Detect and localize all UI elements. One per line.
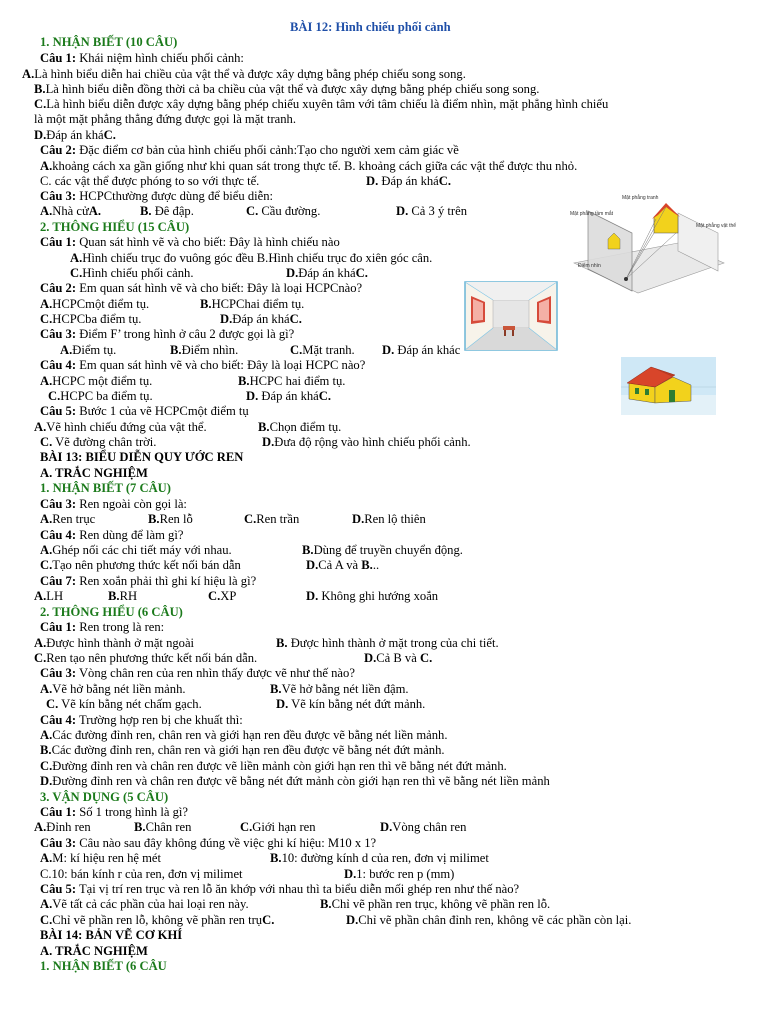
text-line: C.10: bán kính r của ren, đơn vị milimet [40,867,243,881]
text-line: A. TRẮC NGHIỆM [40,944,148,958]
text-line: Câu 3: Vòng chân ren của ren nhìn thấy được vẽ như thế nào? [40,666,355,680]
text-line: BÀI 14: BẢN VẼ CƠ KHÍ [40,928,183,942]
text-line: D. Đáp án khác [382,343,461,357]
text-line: D.Cả B và C. [364,651,433,665]
text-line: 1. NHẬN BIẾT (10 CÂU) [40,35,178,49]
text-line: A.M: kí hiệu ren hệ mét [40,851,162,865]
label-view-point: Điểm nhìn [578,263,601,269]
text-line: C. các vật thể được phóng to so với thực tế. [40,174,260,188]
text-line: B.Chọn điểm tụ. [258,420,342,434]
text-line: 3. VẬN DỤNG (5 CÂU) [40,790,169,804]
label-object-plane: Mặt phẳng vật thể [696,223,737,229]
text-line: là một mặt phẳng thẳng đứng được gọi là mặt tranh. [34,112,296,126]
text-line: B.RH [108,589,138,603]
text-line: Câu 7: Ren xoắn phải thì ghi kí hiệu là gì? [40,574,257,588]
text-line: C. Cầu đường. [246,204,321,218]
text-line: Câu 4: Em quan sát hình vẽ và cho biết: Đây là loại HCPC nào? [40,358,366,372]
text-line: D.Đưa độ rộng vào hình chiếu phối cảnh. [262,435,471,449]
one-point-perspective-room-figure [465,282,557,350]
text-line: D.Vòng chân ren [380,820,467,834]
text-line: B.Chỉ vẽ phần ren trục, không vẽ phần ren lỗ. [320,897,551,911]
text-line: B.HCPChai điểm tụ. [200,297,305,311]
text-line: A.LH [34,589,64,603]
text-line: BÀI 12: Hình chiếu phối cảnh [290,20,451,34]
perspective-projection-figure [568,193,737,301]
text-line: A.Ren trục [40,512,96,526]
text-line: 1. NHẬN BIẾT (6 CÂU [40,959,167,973]
text-line: D. Không ghi hướng xoắn [306,589,439,603]
text-line: Câu 5: Bước 1 của vẽ HCPCmột điểm tụ [40,404,249,418]
text-line: B.HCPC hai điểm tụ. [238,374,346,388]
text-line: C.Giới hạn ren [240,820,316,834]
text-line: 2. THÔNG HIỂU (6 CÂU) [40,605,183,619]
text-line: Câu 4: Ren dùng để làm gì? [40,528,184,542]
text-line: D.Chỉ vẽ phần chân đỉnh ren, không vẽ các phần còn lại. [346,913,632,927]
text-line: A.Được hình thành ở mặt ngoài [34,636,195,650]
text-line: C.HCPCba điểm tụ. [40,312,142,326]
text-line: Câu 1: Số 1 trong hình là gì? [40,805,188,819]
text-line: Câu 3: Ren ngoài còn gọi là: [40,497,187,511]
text-line: B.Điểm nhìn. [170,343,239,357]
text-line: C.Là hình biểu diễn được xây dựng bằng phép chiếu xuyên tâm với tâm chiếu là điểm nhìn, mặt phẳng hình chiếu [34,97,609,111]
text-line: Câu 1: Khái niệm hình chiếu phối cảnh: [40,51,244,65]
text-line: D. Cả 3 ý trên [396,204,468,218]
text-line: C.Chỉ vẽ phần ren lỗ, không vẽ phần ren trụC. [40,913,275,927]
text-line: D. Vẽ kín bằng nét đứt mảnh. [276,697,426,711]
text-line: Câu 5: Tại vị trí ren trục và ren lỗ ăn khớp với nhau thì ta biểu diễn mối ghép ren như thế nào? [40,882,520,896]
text-line: BÀI 13: BIỂU DIỄN QUY ƯỚC REN [40,450,244,464]
text-line: 2. THÔNG HIỂU (15 CÂU) [40,220,190,234]
label-eye-level-plane: Mặt phẳng tầm mắt [570,211,614,217]
text-line: A.HCPCmột điểm tụ. [40,297,150,311]
text-line: A.HCPC một điểm tụ. [40,374,153,388]
text-line: Câu 1: Ren trong là ren: [40,620,165,634]
text-line: D.Ren lộ thiên [352,512,426,526]
text-line: A.Ghép nối các chi tiết máy với nhau. [40,543,232,557]
text-line: D. Đáp án kháC. [366,174,451,188]
text-line: A.Hình chiếu trục đo vuông góc đều B.Hình chiếu trục đo xiên góc cân. [70,251,433,265]
text-line: D.Cả A và B... [306,558,380,572]
text-line: Câu 1: Quan sát hình vẽ và cho biết: Đây là hình chiếu nào [40,235,340,249]
text-line: C.Hình chiếu phối cảnh. [70,266,194,280]
two-point-perspective-house-figure [621,357,716,415]
text-line: B.Các đường đỉnh ren, chân ren và giới hạn ren đều được vẽ bằng nét đứt mảnh. [40,743,445,757]
label-picture-plane: Mặt phẳng tranh [622,195,659,201]
text-line: B.10: đường kính d của ren, đơn vị milimet [270,851,489,865]
text-line: Câu 2: Đặc điểm cơ bản của hình chiếu phối cảnh:Tạo cho người xem cảm giác về [40,143,459,157]
text-line: A. TRẮC NGHIỆM [40,466,148,480]
text-line: A.Vẽ hình chiếu đứng của vật thể. [34,420,207,434]
text-line: D.1: bước ren p (mm) [344,867,455,881]
text-line: D.Đường đỉnh ren và chân ren được vẽ bằng nét đứt mảnh còn giới hạn ren thì vẽ bằng nét liền mảnh [40,774,550,788]
text-line: A.Điểm tụ. [60,343,117,357]
text-line: B.Ren lỗ [148,512,193,526]
text-line: A.khoảng cách xa gần giống như khi quan sát trong thực tế. B. khoảng cách giữa các vật thể được thu nhỏ. [40,159,578,173]
text-line: A.Vẽ hở bằng nét liền mảnh. [40,682,186,696]
text-line: A.Là hình biểu diễn hai chiều của vật thể và được xây dựng bằng phép chiếu song song. [22,67,466,81]
text-line: Câu 4: Trường hợp ren bị che khuất thì: [40,713,243,727]
text-line: B.Chân ren [134,820,192,834]
text-line: C. Vẽ đường chân trời. [40,435,157,449]
text-line: A.Đỉnh ren [34,820,91,834]
text-line: B.Là hình biểu diễn đồng thời cả ba chiều của vật thể và được xây dựng bằng phép chiếu song song. [34,82,540,96]
text-line: B. Được hình thành ở mặt trong của chi tiết. [276,636,499,650]
text-line: D. Đáp án kháC. [246,389,331,403]
text-line: C.Ren trần [244,512,300,526]
text-line: A.Các đường đỉnh ren, chân ren và giới hạn ren đều được vẽ bằng nét liền mảnh. [40,728,448,742]
text-line: D.Đáp án kháC. [34,128,116,142]
text-line: C.HCPC ba điểm tụ. [48,389,153,403]
text-line: C.Tạo nên phương thức kết nối bán dẫn [40,558,241,572]
text-line: C.Đường đỉnh ren và chân ren được vẽ liền mảnh còn giới hạn ren thì vẽ bằng nét đứt mảnh. [40,759,507,773]
text-line: C.Mặt tranh. [290,343,355,357]
text-line: B. Đê đập. [140,204,194,218]
text-line: C. Vẽ kín bằng nét chấm gạch. [46,697,202,711]
text-line: B.Vẽ hở bằng nét liền đậm. [270,682,409,696]
text-line: B.Dùng để truyền chuyển động. [302,543,463,557]
text-line: A.Vẽ tất cả các phần của hai loại ren này. [40,897,249,911]
text-line: 1. NHẬN BIẾT (7 CÂU) [40,481,171,495]
text-line: A.Nhà cửA. [40,204,102,218]
text-line: Câu 3: HCPCthường được dùng để biểu diễn: [40,189,274,203]
text-line: D.Đáp án kháC. [220,312,302,326]
text-line: Câu 2: Em quan sát hình vẽ và cho biết: Đây là loại HCPCnào? [40,281,363,295]
text-line: Câu 3: Câu nào sau đây không đúng về việc ghi kí hiệu: M10 x 1? [40,836,377,850]
text-line: Câu 3: Điểm F’ trong hình ở câu 2 được gọi là gì? [40,327,295,341]
text-line: C.XP [208,589,237,603]
text-line: C.Ren tạo nên phương thức kết nối bán dẫn. [34,651,258,665]
text-line: D.Đáp án kháC. [286,266,368,280]
